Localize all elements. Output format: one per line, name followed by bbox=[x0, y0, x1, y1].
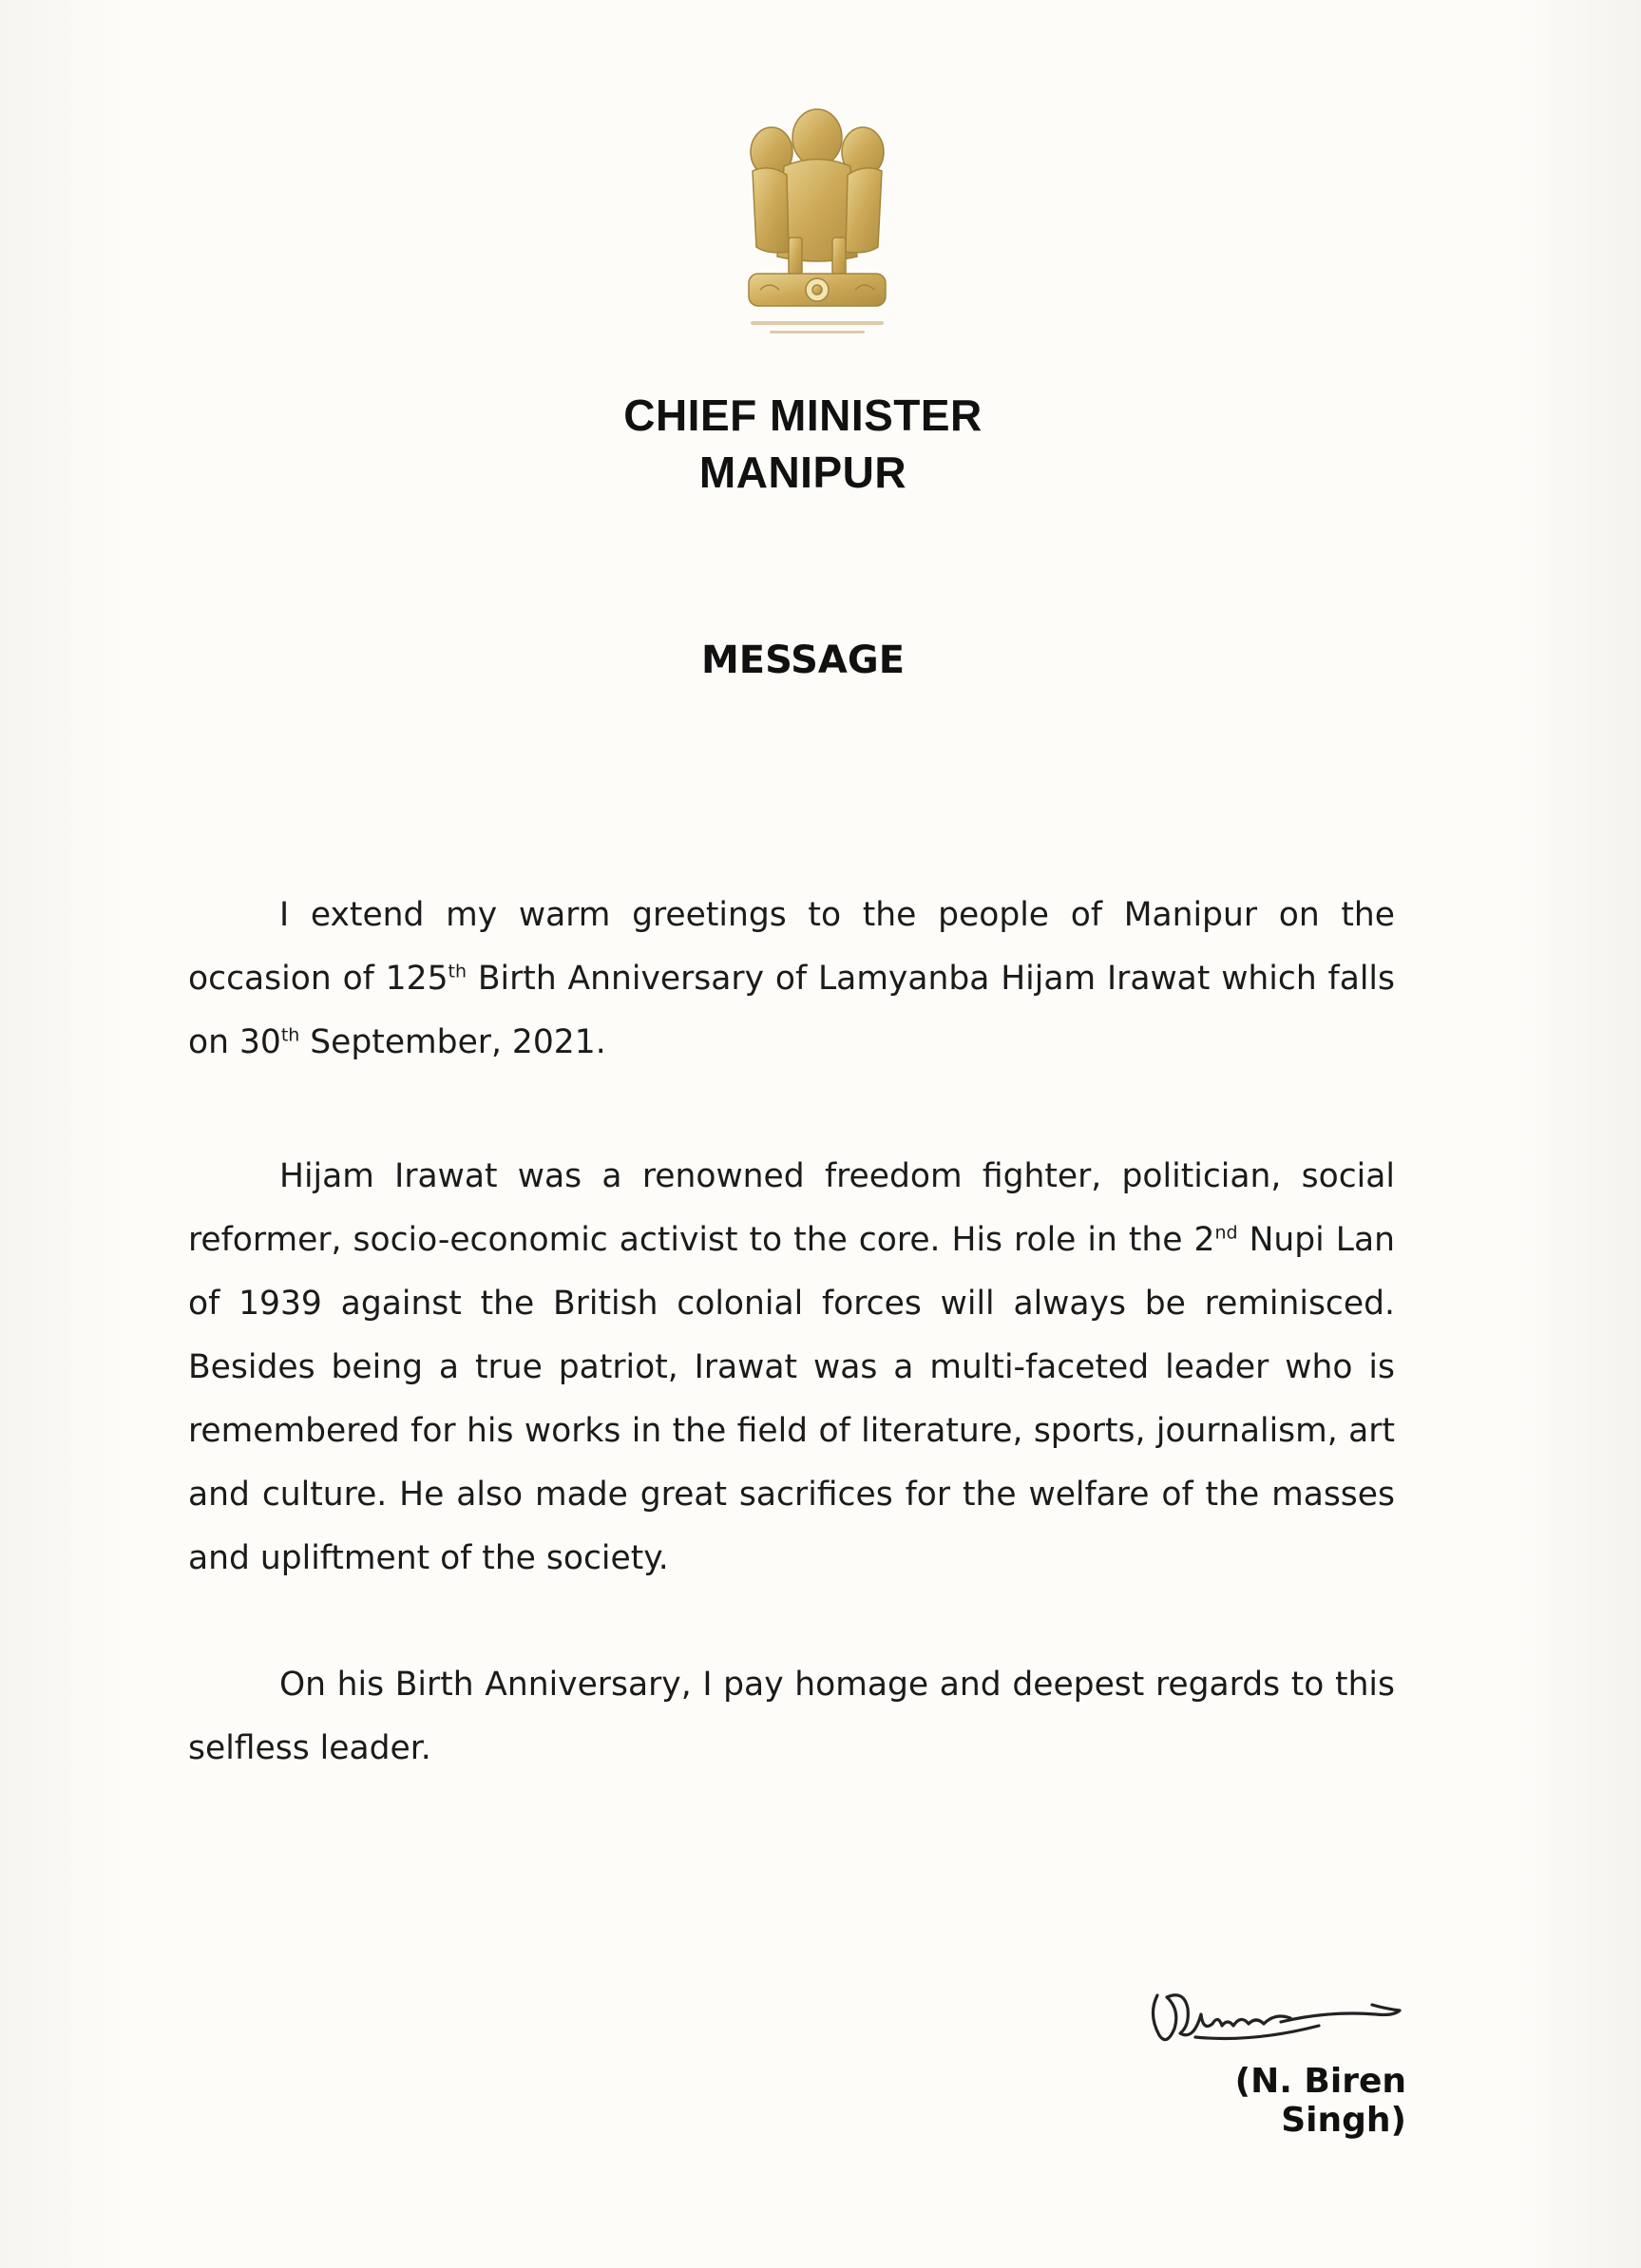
message-heading: MESSAGE bbox=[700, 638, 906, 682]
paragraph-biography: Hijam Irawat was a renowned freedom fighter, politician, social reformer, socio-economic activist to the core. His role in the 2nd Nupi Lan of 1939 against the British colonial forces will always be reminisced. Besides being a true patriot, Irawat was a multi-faceted leader who is remembered for his works in the field of literature, sports, journalism, art and culture. He also made great sacrifices for the welfare of the masses and upliftment of the society. bbox=[188, 1157, 1395, 1577]
office-title: CHIEF MINISTER bbox=[623, 391, 983, 440]
signature-icon bbox=[1138, 1976, 1414, 2067]
state-emblem-icon bbox=[732, 95, 903, 361]
state-name: MANIPUR bbox=[698, 448, 907, 497]
paragraph-homage: On his Birth Anniversary, I pay homage and deepest regards to this selfless leader. bbox=[188, 1666, 1395, 1767]
signatory-name: (N. Biren Singh) bbox=[1234, 2062, 1406, 2140]
paragraph-greetings: I extend my warm greetings to the people of Manipur on the occasion of 125th Birth Anniversary of Lamyanba Hijam Irawat which falls on 30th September, 2021. bbox=[188, 896, 1395, 1061]
